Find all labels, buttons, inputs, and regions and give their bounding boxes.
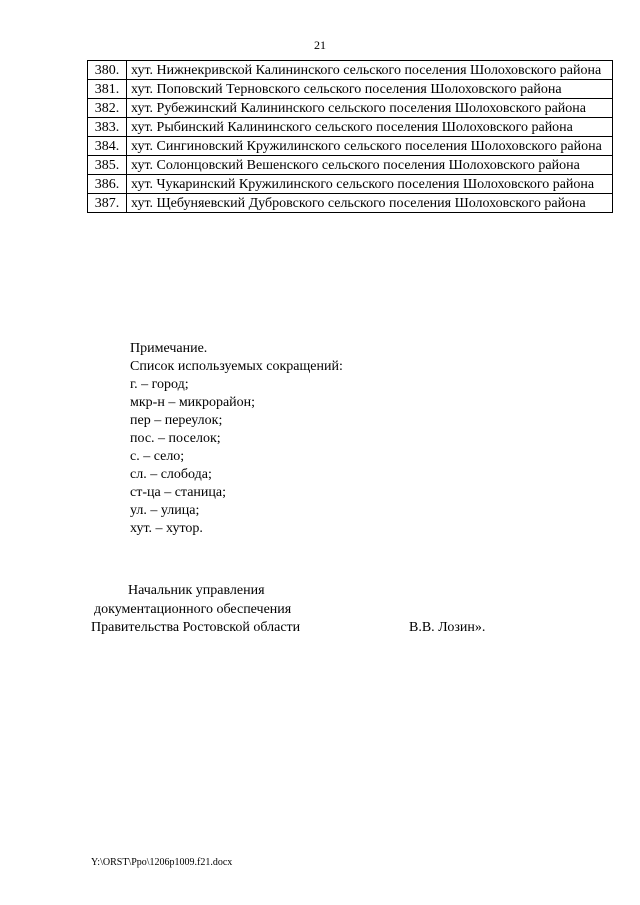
settlement-name: хут. Сингиновский Кружилинского сельского поселения Шолоховского района <box>127 137 613 156</box>
table-row <box>88 156 613 175</box>
abbreviation-item: хут. – хутор. <box>130 521 203 536</box>
table-row <box>88 137 613 156</box>
row-number: 381. <box>88 80 127 99</box>
abbreviation-item: с. – село; <box>130 449 185 464</box>
signatory-title-line1: Начальник управления <box>128 583 265 598</box>
row-number: 386. <box>88 175 127 194</box>
file-path-footer: Y:\ORST\Ppo\1206p1009.f21.docx <box>91 857 233 868</box>
settlement-name: хут. Рубежинский Калининского сельского поселения Шолоховского района <box>127 99 613 118</box>
table-row <box>88 61 613 80</box>
abbreviations-note <box>130 340 343 538</box>
settlements-table <box>87 60 613 213</box>
abbreviation-item: мкр-н – микрорайон; <box>130 395 256 410</box>
signatory-organization: Правительства Ростовской области <box>91 620 301 635</box>
signature-block <box>91 582 551 638</box>
row-number: 383. <box>88 118 127 137</box>
abbreviation-item: ст-ца – станица; <box>130 485 226 500</box>
table-row <box>88 194 613 213</box>
settlement-name: хут. Поповский Терновского сельского поселения Шолоховского района <box>127 80 613 99</box>
settlement-name: хут. Рыбинский Калининского сельского поселения Шолоховского района <box>127 118 613 137</box>
row-number: 382. <box>88 99 127 118</box>
abbreviation-item: сл. – слобода; <box>130 467 212 482</box>
settlement-name: хут. Щебуняевский Дубровского сельского поселения Шолоховского района <box>127 194 613 213</box>
settlement-name: хут. Нижнекривской Калининского сельского поселения Шолоховского района <box>127 61 613 80</box>
row-number: 385. <box>88 156 127 175</box>
table-row <box>88 80 613 99</box>
settlement-name: хут. Чукаринский Кружилинского сельского поселения Шолоховского района <box>127 175 613 194</box>
note-title: Примечание. <box>130 341 208 356</box>
signatory-title-line2: документационного обеспечения <box>94 601 292 617</box>
page-number: 21 <box>314 38 326 52</box>
row-number: 380. <box>88 61 127 80</box>
table-row <box>88 118 613 137</box>
table-row <box>88 99 613 118</box>
row-number: 384. <box>88 137 127 156</box>
settlement-name: хут. Солонцовский Вешенского сельского поселения Шолоховского района <box>127 156 613 175</box>
abbreviation-item: ул. – улица; <box>130 503 200 518</box>
abbreviation-item: пос. – поселок; <box>130 431 221 446</box>
table-row <box>88 175 613 194</box>
signatory-name: В.В. Лозин». <box>409 620 486 635</box>
abbreviation-item: г. – город; <box>130 377 189 392</box>
signatory-title-line3 <box>91 619 551 638</box>
row-number: 387. <box>88 194 127 213</box>
note-subtitle: Список используемых сокращений: <box>130 359 343 374</box>
abbreviation-item: пер – переулок; <box>130 413 223 428</box>
